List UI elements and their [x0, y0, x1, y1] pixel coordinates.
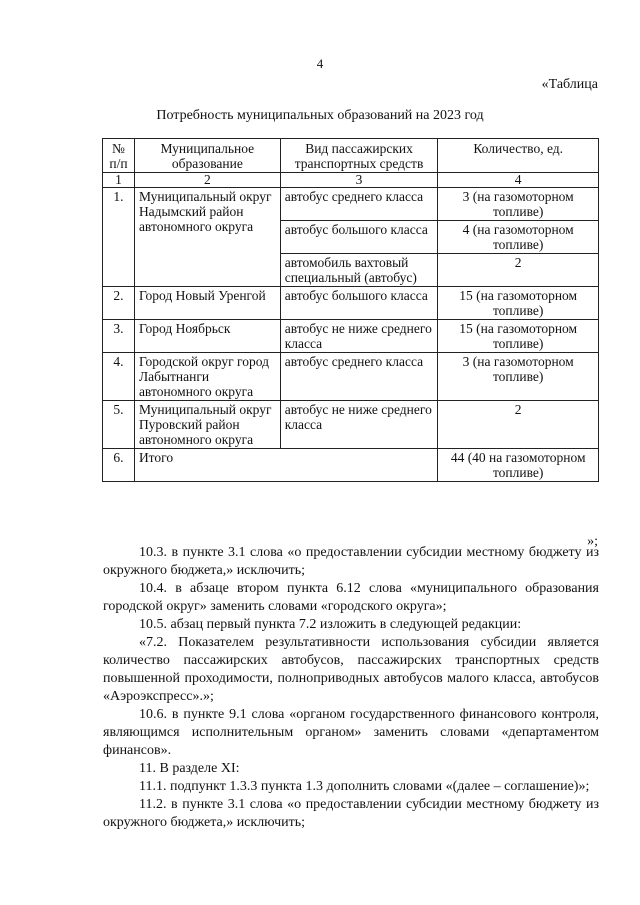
column-index-row [103, 173, 599, 188]
table-closing-quote: »; [587, 534, 598, 549]
row-vehicle-type: автомобиль вахтовый специальный (автобус) [280, 254, 438, 287]
row-municipality: Муниципальный округ Надымский район автономного округа [134, 188, 280, 287]
row-municipality: Город Новый Уренгой [134, 287, 280, 320]
column-index: 4 [438, 173, 599, 188]
row-num: 3. [103, 320, 135, 353]
row-quantity: 15 (на газомоторном топливе) [438, 320, 599, 353]
total-num: 6. [103, 449, 135, 482]
total-quantity: 44 (40 на газомоторном топливе) [438, 449, 599, 482]
column-index: 1 [103, 173, 135, 188]
row-municipality: Город Ноябрьск [134, 320, 280, 353]
table-total-row [103, 449, 599, 482]
row-quantity: 3 (на газомоторном топливе) [438, 188, 599, 221]
row-quantity: 2 [438, 401, 599, 449]
table-row [103, 188, 599, 221]
row-vehicle-type: автобус среднего класса [280, 353, 438, 401]
amendment-text [103, 544, 599, 832]
total-label: Итого [134, 449, 437, 482]
paragraph: «7.2. Показателем результативности использования субсидии является количество пассажирских автобусов, пассажирских транспортных средств повышенной проходимости, полноприводных автобусов малого класса, автобусов «Аэроэкспресс».»; [103, 635, 599, 704]
row-quantity: 3 (на газомоторном топливе) [438, 353, 599, 401]
row-vehicle-type: автобус большого класса [280, 221, 438, 254]
row-num: 1. [103, 188, 135, 287]
header-vehicle-type: Вид пассажирских транспортных средств [280, 139, 438, 173]
row-num: 5. [103, 401, 135, 449]
table-label: «Таблица [541, 77, 598, 92]
paragraph: 10.3. в пункте 3.1 слова «о предоставлении субсидии местному бюджету из окружного бюджета,» исключить; [103, 545, 599, 578]
table-row [103, 320, 599, 353]
needs-table [102, 138, 599, 482]
row-vehicle-type: автобус не ниже среднего класса [280, 320, 438, 353]
row-vehicle-type: автобус среднего класса [280, 188, 438, 221]
header-quantity: Количество, ед. [438, 139, 599, 173]
paragraph: 11. В разделе XI: [139, 761, 240, 776]
paragraph: 10.4. в абзаце втором пункта 6.12 слова «муниципального образования городской округ» заменить словами «городского округа»; [103, 581, 599, 614]
table-caption: Потребность муниципальных образований на 2023 год [156, 108, 484, 123]
paragraph: 10.6. в пункте 9.1 слова «органом государственного финансового контроля, являющимся исполнительным органом» заменить словами «департаментом финансов». [103, 707, 599, 758]
column-index: 2 [134, 173, 280, 188]
table-row [103, 401, 599, 449]
row-vehicle-type: автобус не ниже среднего класса [280, 401, 438, 449]
table-row [103, 353, 599, 401]
row-quantity: 15 (на газомоторном топливе) [438, 287, 599, 320]
row-num: 4. [103, 353, 135, 401]
page-number: 4 [316, 56, 324, 71]
paragraph: 10.5. абзац первый пункта 7.2 изложить в следующей редакции: [139, 617, 522, 632]
row-quantity: 4 (на газомоторном топливе) [438, 221, 599, 254]
row-municipality: Городской округ город Лабытнанги автономного округа [134, 353, 280, 401]
row-quantity: 2 [438, 254, 599, 287]
paragraph: 11.1. подпункт 1.3.3 пункта 1.3 дополнить словами «(далее – соглашение)»; [139, 779, 590, 794]
header-num: № п/п [103, 139, 135, 173]
row-vehicle-type: автобус большого класса [280, 287, 438, 320]
header-municipality: Муниципальное образование [134, 139, 280, 173]
paragraph: 11.2. в пункте 3.1 слова «о предоставлении субсидии местному бюджету из окружного бюджета,» исключить; [103, 797, 599, 830]
column-index: 3 [280, 173, 438, 188]
row-municipality: Муниципальный округ Пуровский район автономного округа [134, 401, 280, 449]
table-row [103, 287, 599, 320]
row-num: 2. [103, 287, 135, 320]
table-header-row [103, 139, 599, 173]
